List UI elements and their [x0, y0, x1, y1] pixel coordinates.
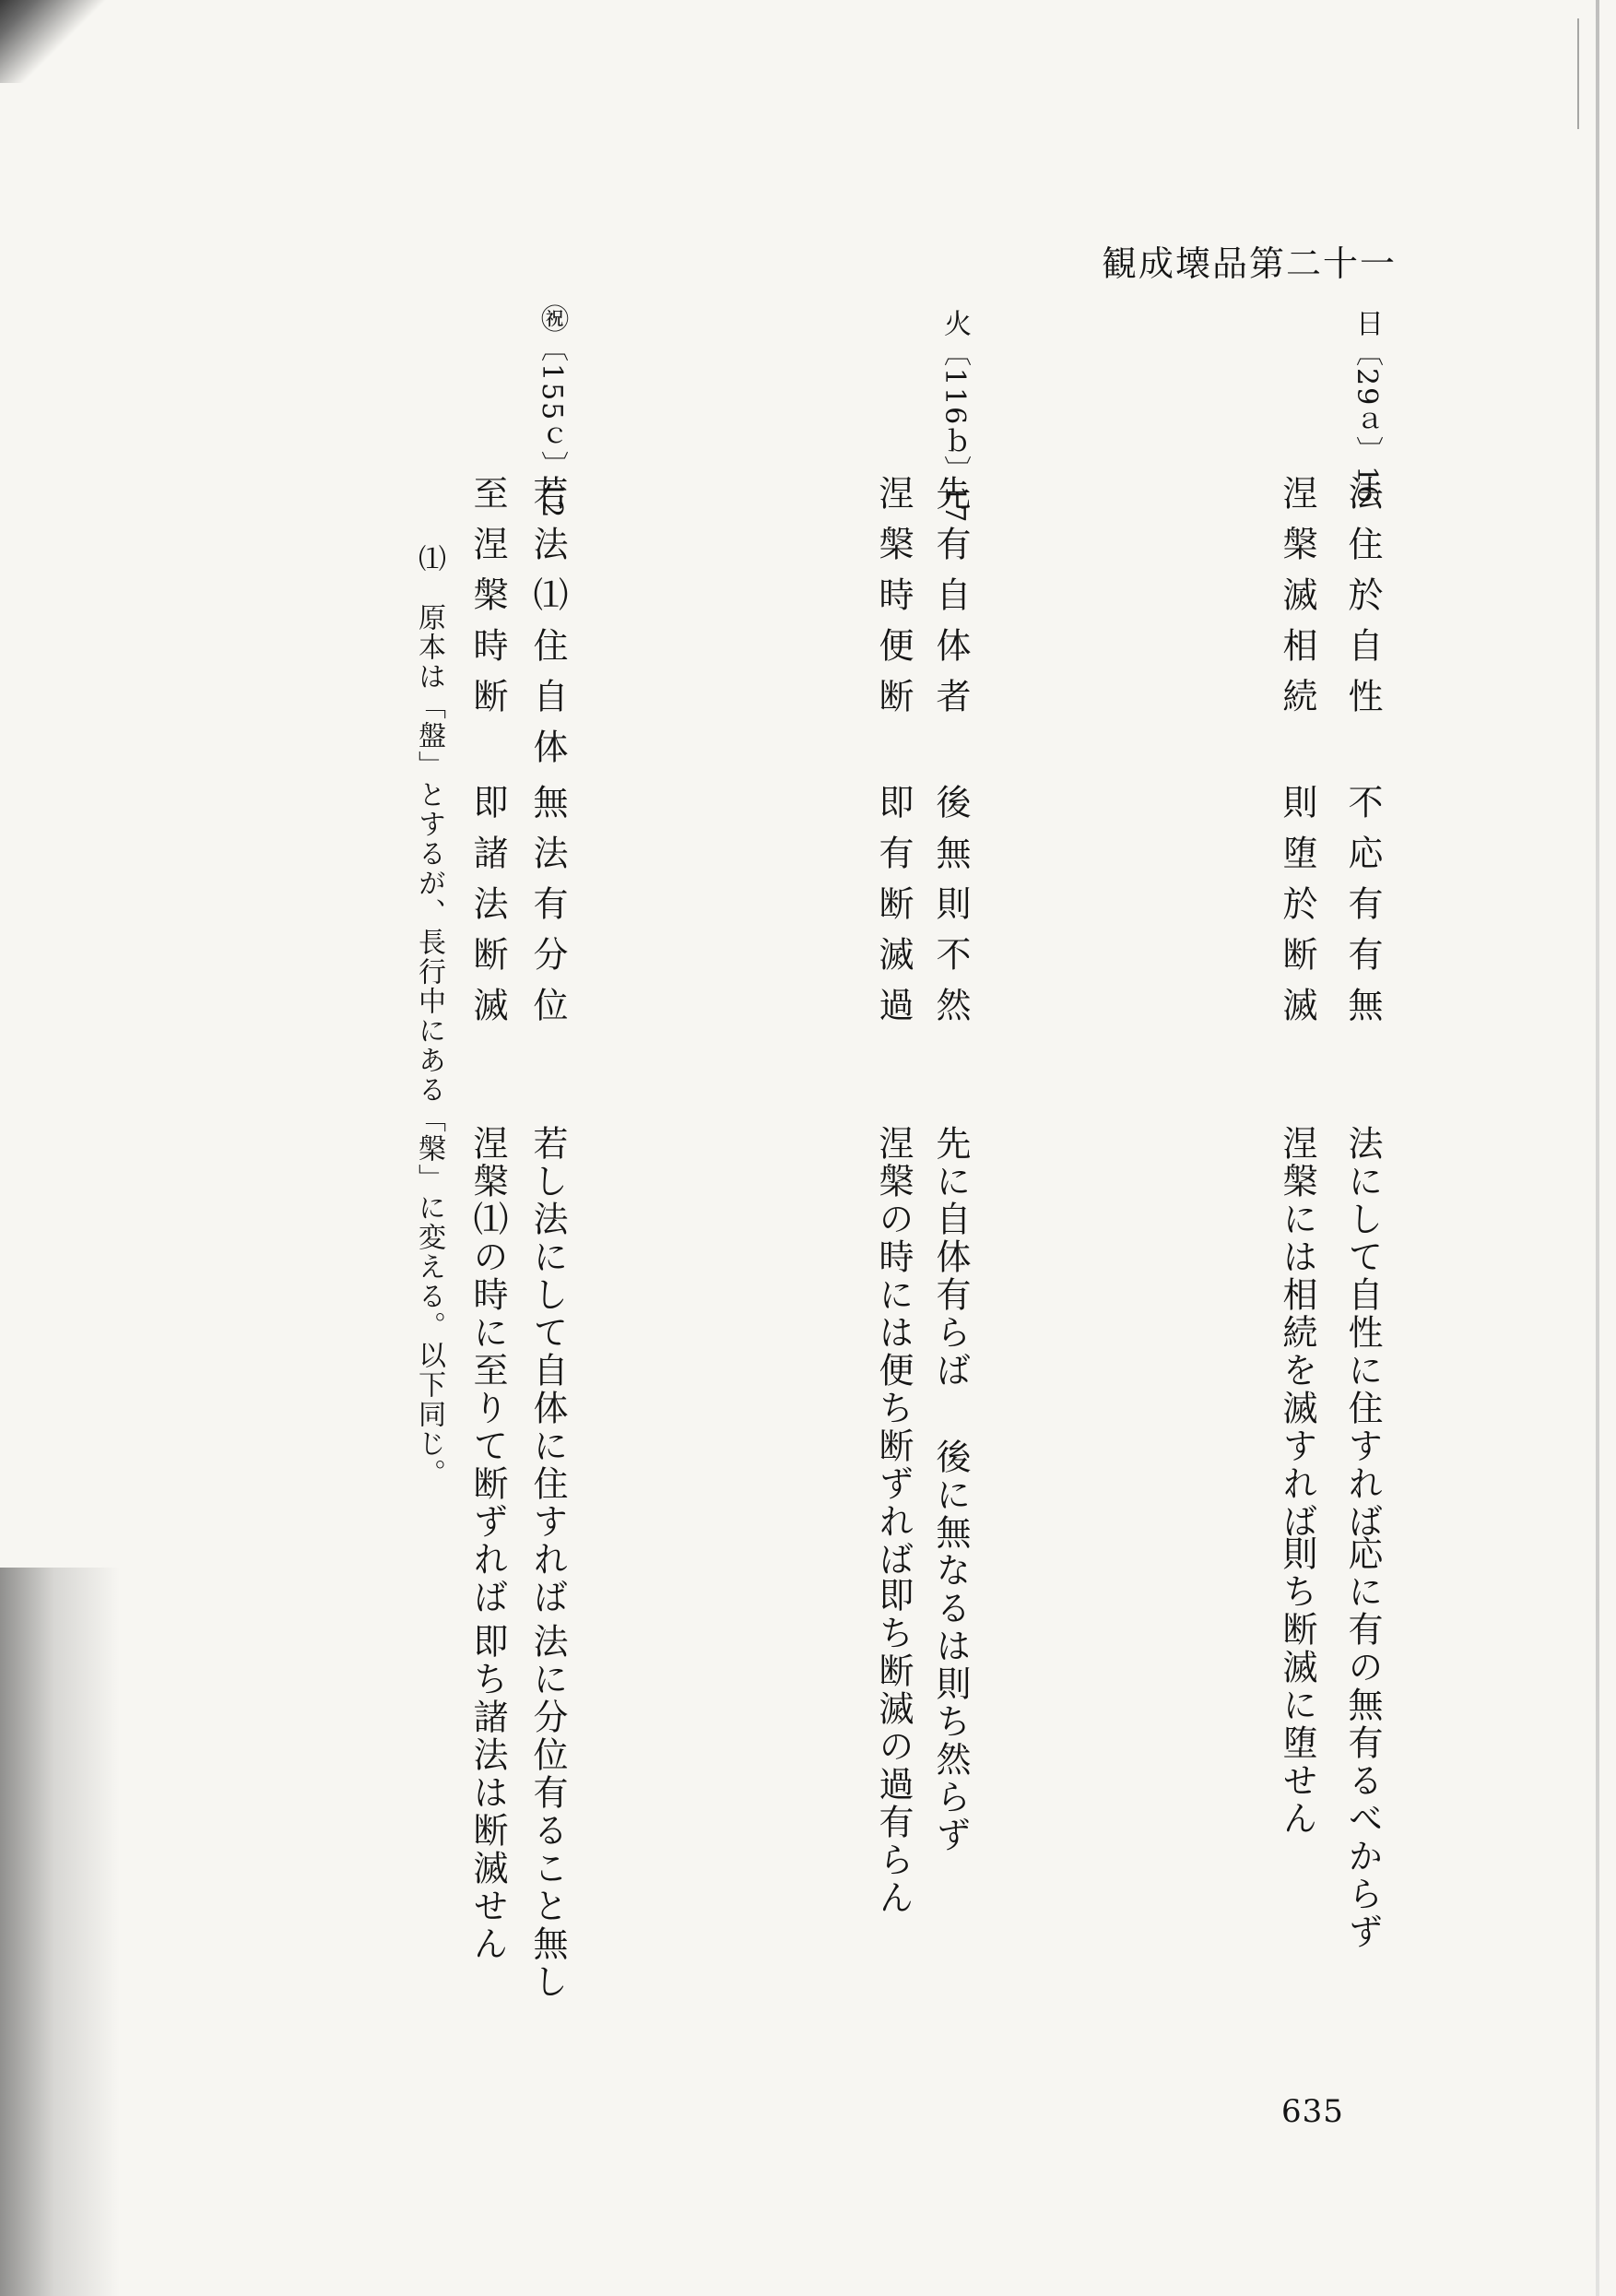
- verse-2-reading-1a: 先に自体有らば: [930, 1125, 971, 1390]
- verse-3-reading-1b: 法に分位有ること無し: [527, 1623, 568, 2001]
- verse-1-line-2b: 則堕於断滅: [1277, 784, 1317, 1037]
- verse-1-reading-1b: 応に有の無有るべからず: [1342, 1535, 1383, 1951]
- verse-2-line-1b: 後無則不然: [930, 784, 971, 1037]
- verse-1-reading-1a: 法にして自性に住すれば: [1342, 1125, 1383, 1541]
- verse-1-line-2a: 涅槃滅相続: [1277, 475, 1317, 728]
- verse-3-line-2a: 至涅槃時断: [467, 475, 508, 728]
- verse-1-line-1a: 法住於自性: [1342, 475, 1383, 728]
- verse-2-marker: ⽕〔116ｂ〕17: [938, 309, 971, 525]
- verse-3-line-2b: 即諸法断滅: [467, 784, 508, 1037]
- verse-2-line-2a: 涅槃時便断: [873, 475, 914, 728]
- footnote: ⑴ 原本は「盤」とするが、長行中にある「槃」に変える。以下同じ。: [413, 544, 445, 1488]
- verse-1-reading-2b: 則ち断滅に堕せん: [1277, 1535, 1317, 1838]
- verse-2-reading-2b: 即ち断滅の過有らん: [873, 1577, 914, 1917]
- verse-3-line-1b: 無法有分位: [527, 784, 568, 1037]
- scan-edge-line: [1596, 0, 1599, 2296]
- scan-shadow-left: [0, 1568, 120, 2296]
- verse-3-reading-2a: 涅槃⑴の時に至りて断ずれば: [467, 1125, 508, 1616]
- verse-2-reading-1b: 後に無なるは則ち然らず: [930, 1438, 971, 1854]
- verse-1-marker: ⽇〔29ａ〕16: [1351, 309, 1383, 505]
- verse-1-reading-2a: 涅槃には相続を滅すれば: [1277, 1125, 1317, 1541]
- verse-2-line-1a: 先有自体者: [930, 475, 971, 728]
- verse-3-marker: ㊗〔155ｃ〕12: [536, 304, 568, 520]
- scan-edge-mark: [1577, 18, 1579, 129]
- running-head: 観成壊品第二十一: [1102, 243, 1398, 284]
- verse-3-line-1a: 若法⑴住自体: [527, 475, 568, 779]
- verse-3-reading-2b: 即ち諸法は断滅せん: [467, 1623, 508, 1963]
- verse-1-line-1b: 不応有有無: [1342, 784, 1383, 1037]
- verse-2-reading-2a: 涅槃の時には便ち断ずれば: [873, 1125, 914, 1579]
- scan-shadow-corner: [0, 0, 111, 83]
- verse-3-reading-1a: 若し法にして自体に住すれば: [527, 1125, 568, 1616]
- page-number: 635: [1281, 2093, 1344, 2130]
- verse-2-line-2b: 即有断滅過: [873, 784, 914, 1037]
